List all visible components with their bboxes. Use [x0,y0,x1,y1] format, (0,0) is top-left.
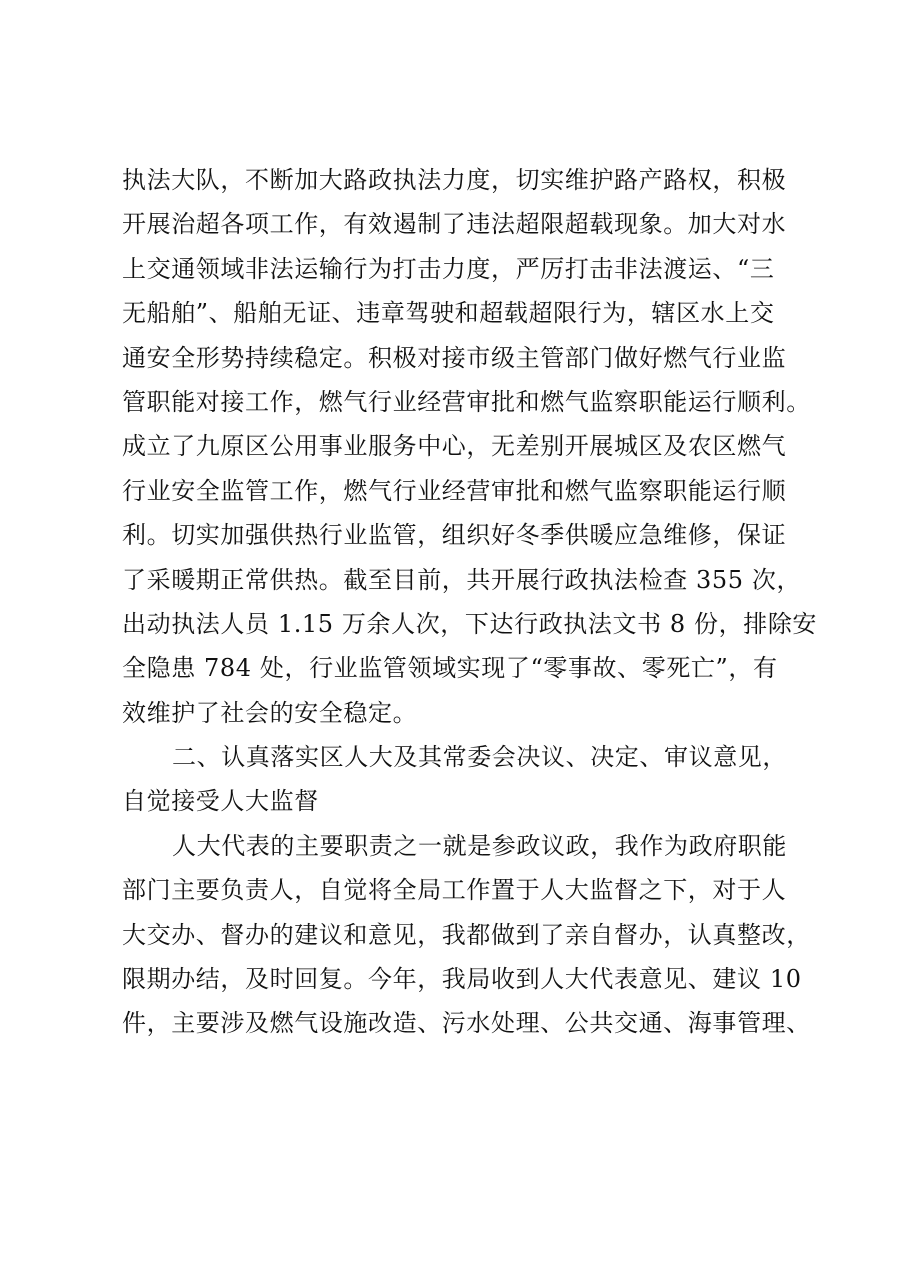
text-line: 行业安全监管工作，燃气行业经营审批和燃气监察职能运行顺 [122,476,787,505]
paragraph-1 [122,158,822,735]
document-body [122,158,822,1046]
text-line: 开展治超各项工作，有效遏制了违法超限超载现象。加大对水 [122,210,787,239]
text-line: 利。切实加强供热行业监管，组织好冬季供暖应急维修，保证 [122,521,787,550]
text-line: 全隐患 784 处，行业监管领域实现了“零事故、零死亡”，有 [122,654,778,683]
text-line: 限期办结，及时回复。今年，我局收到人大代表意见、建议 10 [122,965,802,994]
text-line: 上交通领域非法运输行为打击力度，严厉打击非法渡运、“三 [122,254,775,283]
text-line: 出动执法人员 1.15 万余人次，下达行政执法文书 8 份，排除安 [122,609,818,638]
section-heading-2 [122,735,822,824]
heading-line: 自觉接受人大监督 [122,787,319,816]
text-line: 执法大队，不断加大路政执法力度，切实维护路产路权，积极 [122,166,787,194]
text-line: 管职能对接工作，燃气行业经营审批和燃气监察职能运行顺利。 [122,387,811,416]
text-line: 人大代表的主要职责之一就是参政议政，我作为政府职能 [172,831,787,860]
text-line: 大交办、督办的建议和意见，我都做到了亲自督办，认真整改， [122,920,811,949]
text-line: 成立了九原区公用事业服务中心，无差别开展城区及农区燃气 [122,432,787,461]
heading-line: 二、认真落实区人大及其常委会决议、决定、审议意见， [172,743,787,772]
text-line: 了采暖期正常供热。截至目前，共开展行政执法检查 355 次， [122,565,802,594]
text-line: 部门主要负责人，自觉将全局工作置于人大监督之下，对于人 [122,876,787,905]
text-line: 通安全形势持续稳定。积极对接市级主管部门做好燃气行业监 [122,343,787,372]
text-line: 无船舶”、船舶无证、违章驾驶和超载超限行为，辖区水上交 [122,299,775,328]
paragraph-2 [122,824,822,1046]
text-line: 效维护了社会的安全稳定。 [122,698,418,727]
text-line: 件，主要涉及燃气设施改造、污水处理、公共交通、海事管理、 [122,1009,811,1038]
